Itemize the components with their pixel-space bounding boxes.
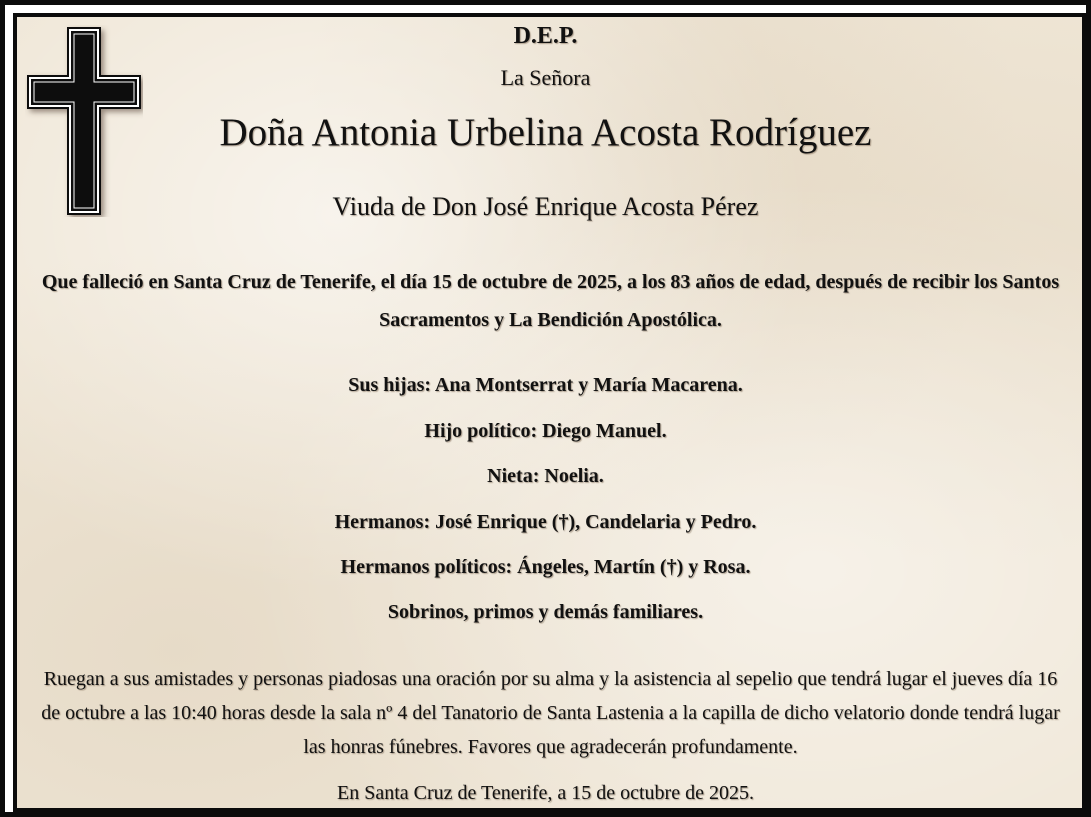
- deceased-name: Doña Antonia Urbelina Acosta Rodríguez: [219, 111, 872, 154]
- dep-heading: D.E.P.: [513, 23, 578, 49]
- title-label: La Señora: [500, 65, 591, 90]
- death-notice: Que falleció en Santa Cruz de Tenerife, el día 15 de octubre de 2025, a los 83 años de edad, después de recibir los Santos Sacramentos y La Bendición Apostólica.: [41, 271, 1060, 331]
- family-daughters: Sus hijas: Ana Montserrat y María Macarena.: [348, 374, 743, 396]
- funeral-request: Ruegan a sus amistades y personas piadosas una oración por su alma y la asistencia al sepelio que tendrá lugar el jueves día 16 de octubre a las 10:40 horas desde la sala nº 4 del Tanatorio de Santa Lastenia a la capilla de dicho velatorio donde tendrá lugar las honras fúnebres. Favores que agradecerán profundamente.: [41, 668, 1060, 758]
- family-granddaughter: Nieta: Noelia.: [487, 465, 604, 487]
- family-siblings-in-law: Hermanos políticos: Ángeles, Martín (†) y Rosa.: [340, 556, 751, 578]
- widow-of: Viuda de Don José Enrique Acosta Pérez: [332, 192, 759, 221]
- place-date: En Santa Cruz de Tenerife, a 15 de octubre de 2025.: [337, 782, 754, 804]
- family-son-in-law: Hijo político: Diego Manuel.: [424, 420, 667, 442]
- family-others: Sobrinos, primos y demás familiares.: [387, 601, 704, 623]
- family-siblings: Hermanos: José Enrique (†), Candelaria y Pedro.: [334, 511, 757, 533]
